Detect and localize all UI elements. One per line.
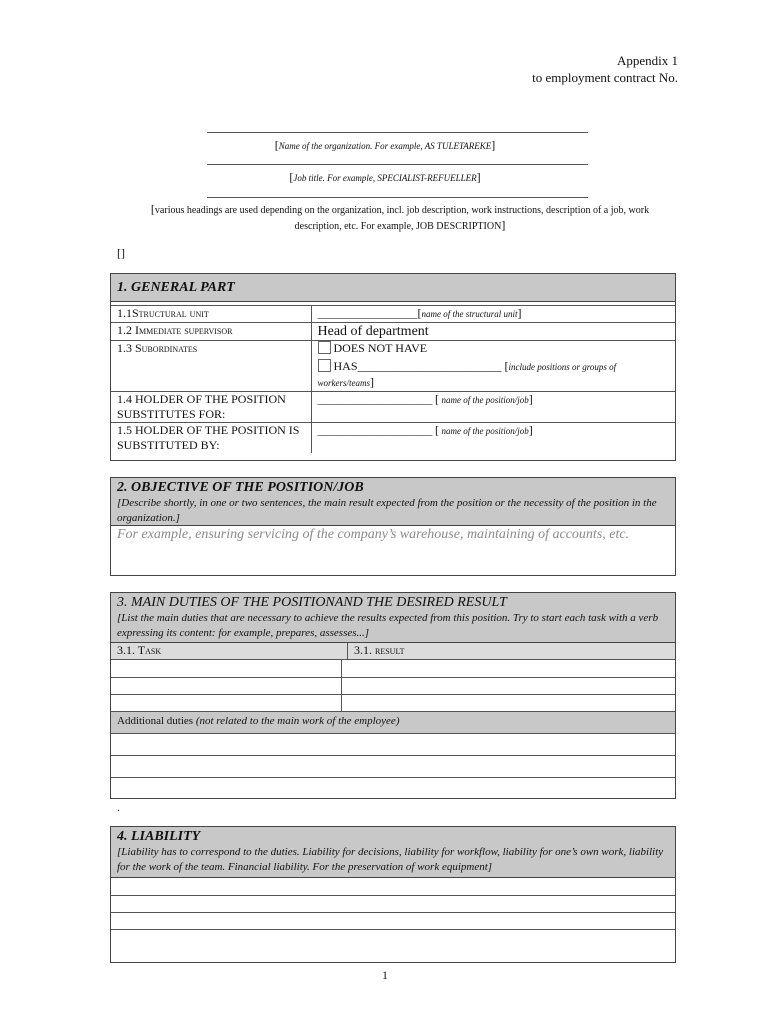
liability-row[interactable]: [111, 929, 675, 946]
objective-example-field[interactable]: For example, ensuring servicing of the company’s warehouse, maintaining of accounts, etc.: [117, 527, 630, 542]
substituted-by-field[interactable]: _______________________ [ name of the position/job]: [311, 423, 675, 454]
additional-duties-row[interactable]: [111, 777, 675, 797]
substitutes-for-field[interactable]: _______________________ [ name of the position/job]: [311, 392, 675, 423]
general-part-header: [111, 274, 675, 302]
table-row: [111, 323, 675, 341]
duties-row[interactable]: [111, 694, 675, 711]
objective-section: [110, 477, 676, 576]
general-part-section: [110, 273, 676, 461]
duties-column-header: [111, 643, 675, 660]
table-row: [111, 423, 675, 454]
table-row: [111, 306, 675, 323]
liability-row[interactable]: [111, 912, 675, 929]
task-column-header: 3.1. Task: [111, 643, 348, 659]
separator-dot: .: [117, 800, 120, 814]
liability-description: [Liability has to correspond to the duties. Liability for decisions, liability for workflow, liability for one’s own work, liability for the work of the team. Financial liability. For the preservation of work equipment]: [117, 846, 664, 873]
main-duties-header: [111, 593, 675, 643]
result-column-header: 3.1. result: [354, 643, 405, 657]
structural-unit-label: 1.1Structural unit: [111, 306, 311, 323]
subordinates-option-has[interactable]: HAS________________________ [include positions or groups of workers/teams]: [317, 359, 617, 389]
main-duties-description: [List the main duties that are necessary to achieve the results expected from this position. Try to start each task with a verb expressing its content: for example, prepares, assesses...]: [117, 612, 659, 639]
page-number: 1: [382, 968, 388, 982]
job-title-hint: [Job title. For example, SPECIALIST-REFUELLER]: [289, 170, 481, 184]
additional-duties-row[interactable]: [111, 733, 675, 755]
duties-row[interactable]: [111, 677, 675, 694]
liability-row[interactable]: [111, 878, 675, 895]
main-duties-title: 3. MAIN DUTIES OF THE POSITIONAND THE DESIRED RESULT: [117, 595, 507, 610]
main-duties-section: [110, 592, 676, 799]
subordinates-option-none[interactable]: DOES NOT HAVE: [318, 341, 670, 356]
org-name-line[interactable]: [207, 132, 588, 133]
liability-row[interactable]: [111, 895, 675, 912]
general-part-title: 1. GENERAL PART: [117, 280, 235, 295]
objective-header: [111, 478, 675, 526]
objective-title: 2. OBJECTIVE OF THE POSITION/JOB: [117, 480, 364, 495]
immediate-supervisor-value[interactable]: Head of department: [311, 323, 675, 341]
checkbox-icon[interactable]: [318, 341, 331, 354]
document-heading-hint: [various headings are used depending on the organization, incl. job description, work instructions, description of a job, work description, etc. For example, JOB DESCRIPTION]: [150, 202, 650, 232]
immediate-supervisor-label: 1.2 Immediate supervisor: [111, 323, 311, 341]
additional-duties-header: Additional duties (not related to the main work of the employee): [111, 711, 675, 733]
liability-header: [111, 827, 675, 878]
structural-unit-field[interactable]: ____________________[name of the structural unit]: [311, 306, 675, 323]
empty-brackets: []: [117, 246, 125, 260]
table-row: [111, 392, 675, 423]
objective-description: [Describe shortly, in one or two sentences, the main result expected from the position or the necessity of the position in the organization.]: [117, 497, 657, 524]
document-heading-line[interactable]: [207, 197, 588, 198]
liability-title: 4. LIABILITY: [117, 829, 201, 844]
appendix-title: Appendix 1: [616, 53, 678, 68]
checkbox-icon[interactable]: [318, 359, 331, 372]
appendix-subtitle: to employment contract No.: [532, 70, 678, 85]
liability-section: [110, 826, 676, 963]
org-name-hint: [Name of the organization. For example, AS TULETAREKE]: [274, 138, 496, 152]
subordinates-label: 1.3 Subordinates: [111, 341, 311, 392]
duties-row[interactable]: [111, 660, 675, 677]
additional-duties-row[interactable]: [111, 755, 675, 777]
job-title-line[interactable]: [207, 164, 588, 165]
substituted-by-label: 1.5 HOLDER OF THE POSITION IS SUBSTITUTED BY:: [111, 423, 311, 454]
substitutes-for-label: 1.4 HOLDER OF THE POSITION SUBSTITUTES FOR:: [111, 392, 311, 423]
table-row: [111, 341, 675, 392]
subordinates-field: [311, 341, 675, 392]
appendix-header: [532, 52, 678, 86]
general-part-table: [111, 305, 675, 453]
